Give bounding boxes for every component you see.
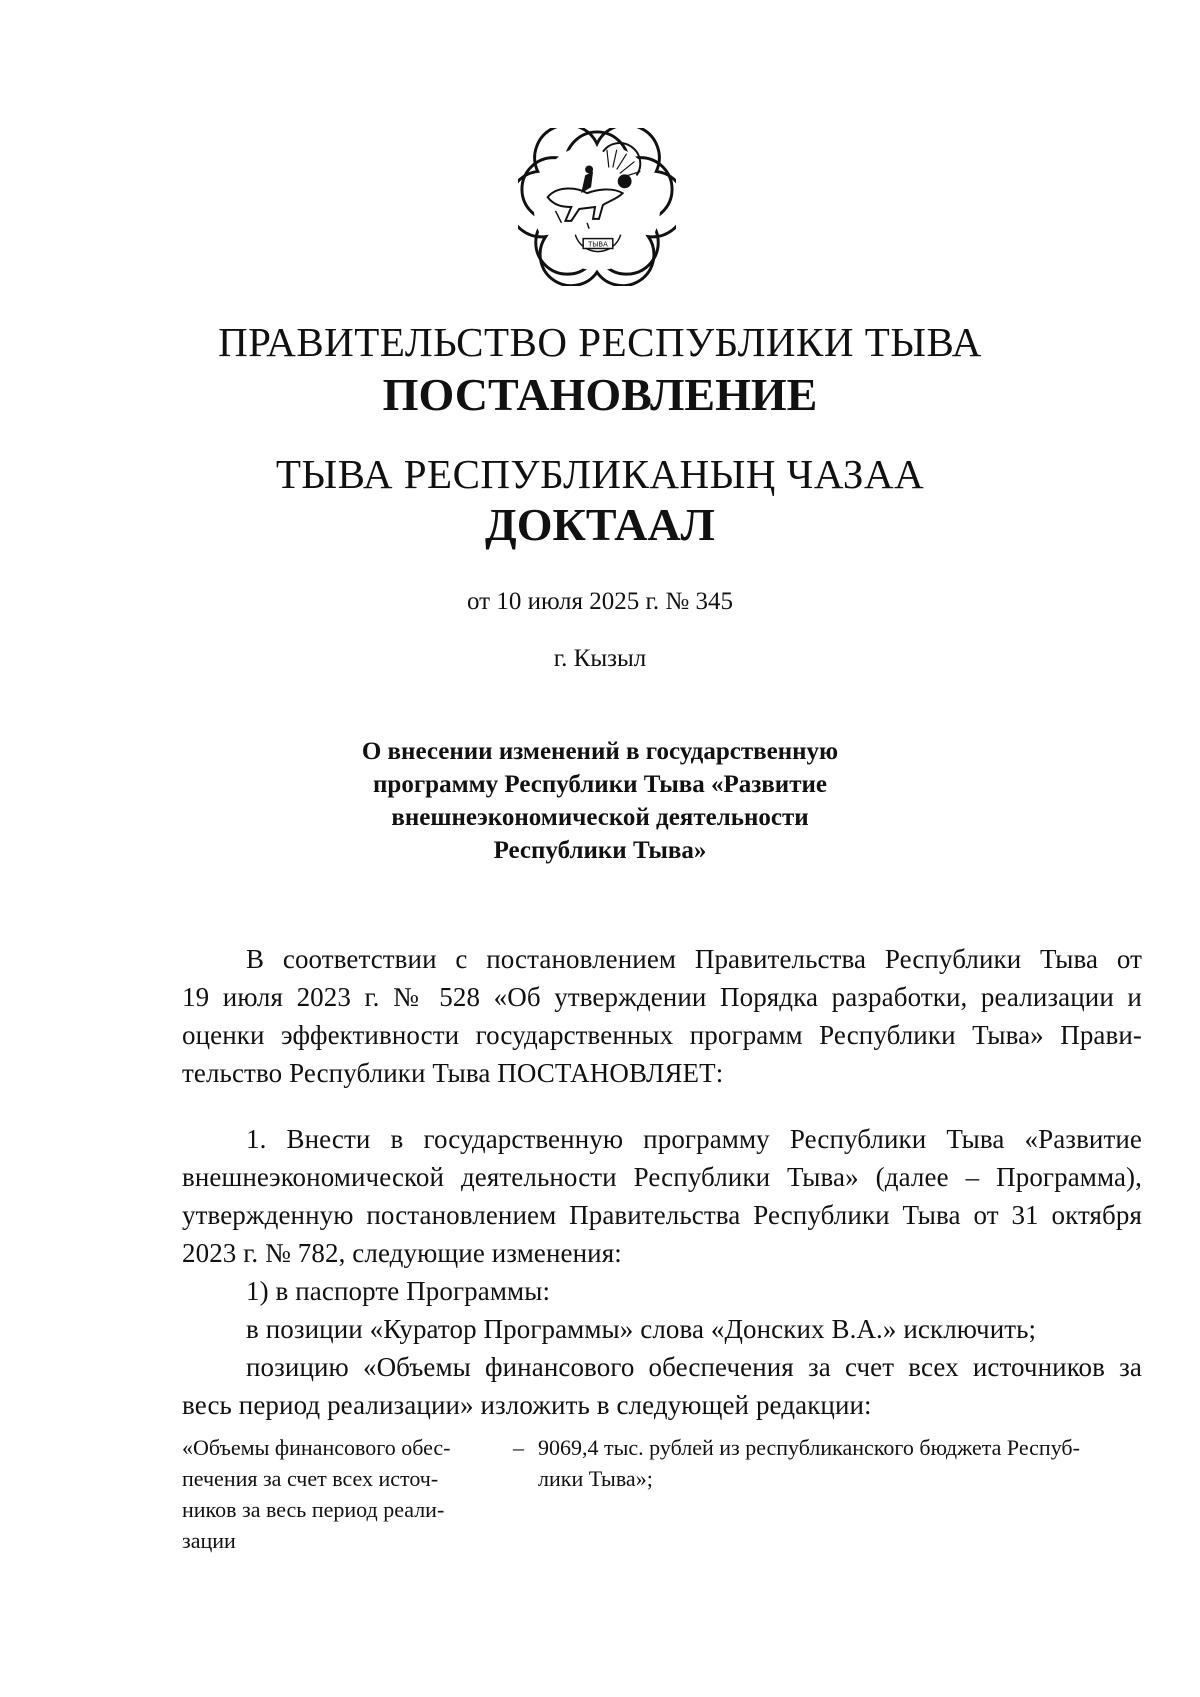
document-subject	[300, 735, 900, 867]
preamble-line: В соответствии с постановлением Правительства Республики Тыва от	[246, 944, 1142, 974]
table-left-line: зации	[182, 1528, 236, 1553]
item-1-line: утвержденную постановлением Правительства Республики Тыва от 31 октября	[182, 1200, 1142, 1230]
table-dash: –	[513, 1435, 524, 1460]
document-type: ПОСТАНОВЛЕНИЕ	[382, 369, 818, 420]
position-line: весь период реализации» изложить в следующей редакции:	[182, 1390, 872, 1420]
preamble-line: 19 июля 2023 г. № 528 «Об утверждении Порядка разработки, реализации и	[182, 982, 1142, 1012]
government-title-tyva: ТЫВА РЕСПУБЛИКАНЫҢ ЧАЗАА	[275, 451, 925, 497]
table-left-cell	[182, 1432, 502, 1556]
preamble-paragraph	[182, 940, 1142, 1092]
item-1-line: 1. Внести в государственную программу Республики Тыва «Развитие	[246, 1124, 1142, 1154]
document-city: г. Кызыл	[553, 645, 647, 672]
subject-line: внешнеэкономической деятельности	[391, 804, 809, 831]
document-date-number: от 10 июля 2025 г. № 345	[466, 588, 734, 615]
item-1-line: 2023 г. № 782, следующие изменения:	[182, 1238, 622, 1268]
item-1-paragraph	[182, 1120, 1142, 1272]
tyva-coat-of-arms-icon	[518, 128, 676, 286]
item-1-line: внешнеэкономической деятельности Республики Тыва» (далее – Программа),	[182, 1162, 1142, 1192]
table-left-line: печения за счет всех источ-	[182, 1466, 439, 1491]
subitem-1: 1) в паспорте Программы:	[246, 1276, 551, 1306]
preamble-line: оценки эффективности государственных программ Республики Тыва» Прави-	[182, 1020, 1142, 1050]
table-right-cell	[538, 1432, 1138, 1494]
position-line: позицию «Объемы финансового обеспечения за счет всех источников за	[246, 1352, 1142, 1382]
svg-text:ТЫВА: ТЫВА	[588, 240, 608, 249]
table-right-line: 9069,4 тыс. рублей из республиканского бюджета Респуб-	[538, 1435, 1080, 1460]
subject-line: Республики Тыва»	[493, 837, 707, 864]
table-left-line: ников за весь период реали-	[182, 1497, 445, 1522]
table-left-line: «Объемы финансового обес-	[182, 1435, 451, 1460]
preamble-line: тельство Республики Тыва ПОСТАНОВЛЯЕТ:	[182, 1058, 724, 1088]
curator-line: в позиции «Куратор Программы» слова «Донских В.А.» исключить;	[246, 1314, 1037, 1344]
subject-line: О внесении изменений в государственную	[361, 738, 839, 765]
position-paragraph	[182, 1348, 1142, 1424]
table-right-line: лики Тыва»;	[538, 1466, 653, 1491]
government-title: ПРАВИТЕЛЬСТВО РЕСПУБЛИКИ ТЫВА	[218, 319, 982, 365]
subject-line: программу Республики Тыва «Развитие	[373, 771, 827, 798]
document-type-tyva: ДОКТААЛ	[485, 499, 715, 550]
